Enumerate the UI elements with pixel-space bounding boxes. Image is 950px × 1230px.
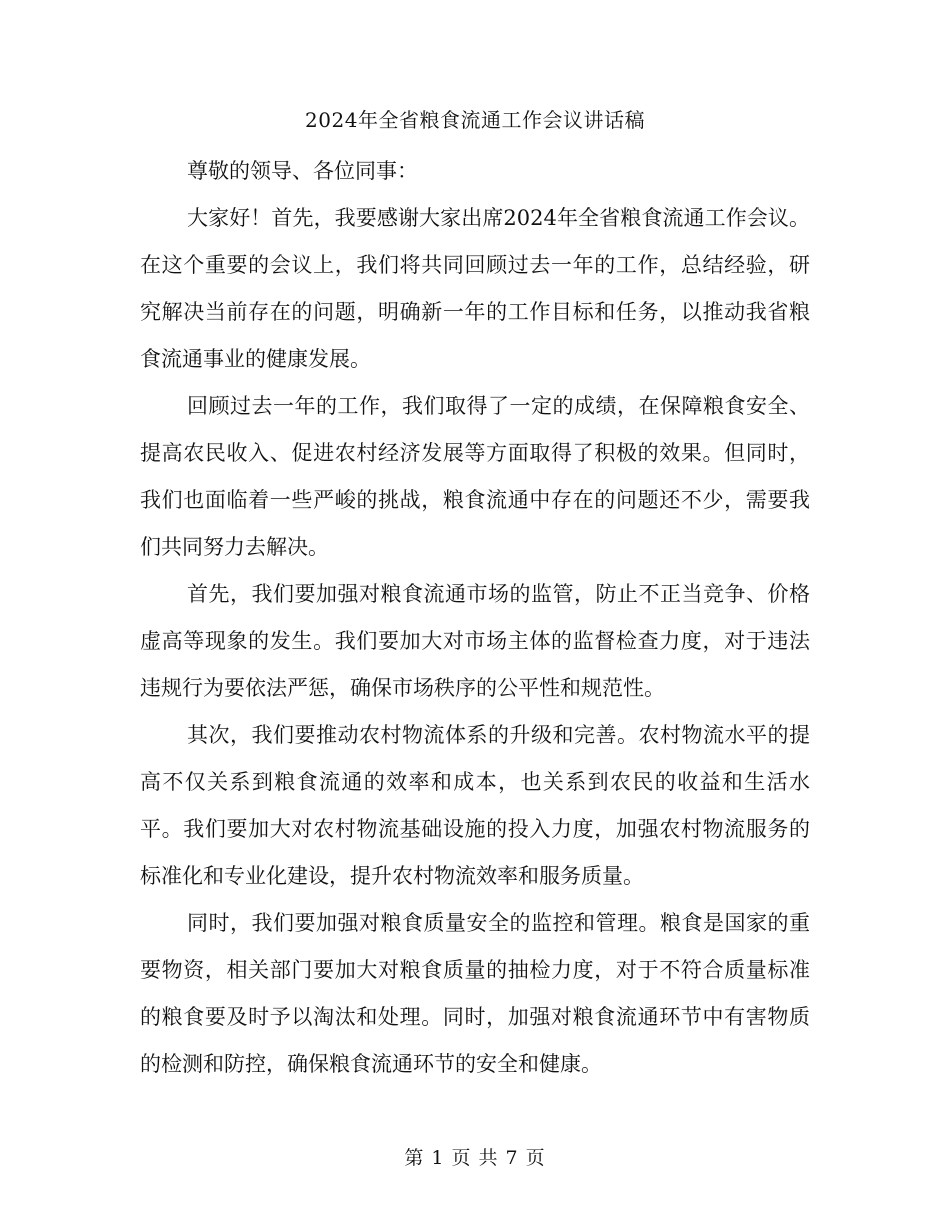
salutation: 尊敬的领导、各位同事：	[187, 159, 418, 183]
paragraph-5: 同时，我们要加强对粮食质量安全的监控和管理。粮食是国家的重要物资，相关部门要加大对粮食质量的抽检力度，对于不符合质量标准的粮食要及时予以淘汰和处理。同时，加强对粮食流通环节中有害物质的检测和防控，确保粮食流通环节的安全和健康。	[140, 911, 810, 1076]
document-body	[140, 148, 810, 1088]
paragraph-1: 大家好！首先，我要感谢大家出席2024年全省粮食流通工作会议。在这个重要的会议上，我们将共同回顾过去一年的工作，总结经验，研究解决当前存在的问题，明确新一年的工作目标和任务，以推动我省粮食流通事业的健康发展。	[140, 206, 810, 371]
paragraph-3: 首先，我们要加强对粮食流通市场的监管，防止不正当竞争、价格虚高等现象的发生。我们要加大对市场主体的监督检查力度，对于违法违规行为要依法严惩，确保市场秩序的公平性和规范性。	[140, 582, 810, 700]
paragraph-4: 其次，我们要推动农村物流体系的升级和完善。农村物流水平的提高不仅关系到粮食流通的效率和成本，也关系到农民的收益和生活水平。我们要加大对农村物流基础设施的投入力度，加强农村物流服务的标准化和专业化建设，提升农村物流效率和服务质量。	[140, 723, 810, 888]
page-number-footer: 第 1 页 共 7 页	[404, 1147, 546, 1169]
paragraph-2: 回顾过去一年的工作，我们取得了一定的成绩，在保障粮食安全、提高农民收入、促进农村经济发展等方面取得了积极的效果。但同时，我们也面临着一些严峻的挑战，粮食流通中存在的问题还不少，需要我们共同努力去解决。	[140, 394, 810, 559]
document-title: 2024年全省粮食流通工作会议讲话稿	[305, 108, 645, 132]
